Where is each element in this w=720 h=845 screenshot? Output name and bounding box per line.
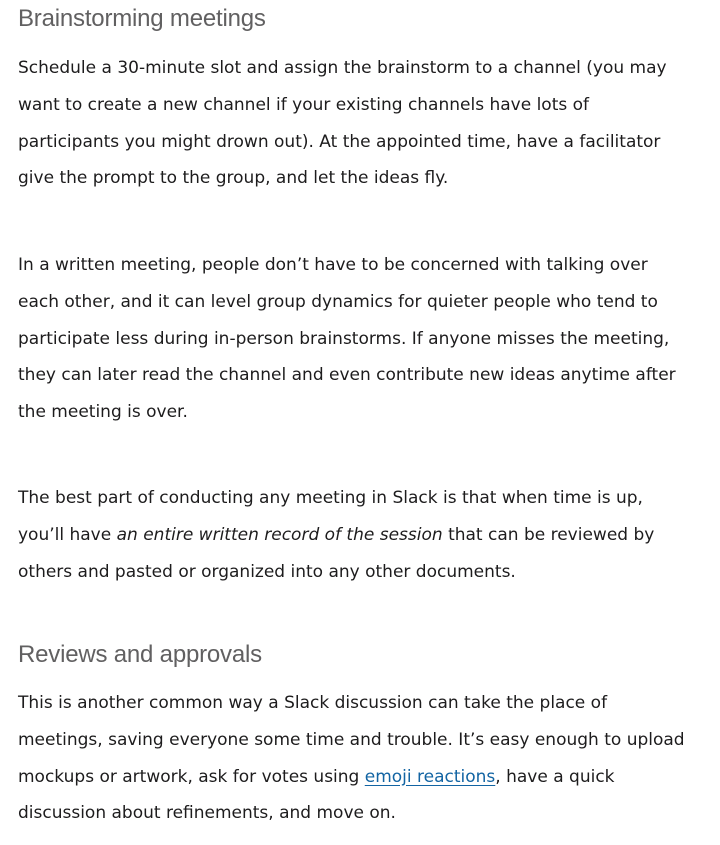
text-line: participants you might drown out). At the appointed time, have a facilitator bbox=[18, 131, 661, 152]
text-line: each other, and it can level group dynamics for quieter people who tend to bbox=[18, 291, 658, 312]
emoji-reactions-link[interactable]: emoji reactions bbox=[364, 766, 496, 787]
text-line bbox=[18, 759, 708, 796]
paragraph-best-part bbox=[18, 480, 708, 590]
paragraph-reviews bbox=[18, 685, 708, 832]
text-line: In a written meeting, people don’t have to be concerned with talking over bbox=[18, 255, 648, 275]
text-line: The best part of conducting any meeting in Slack is that when time is up, bbox=[18, 488, 643, 508]
text-line: This is another common way a Slack discussion can take the place of bbox=[18, 693, 608, 713]
text-line: give the prompt to the group, and let the ideas fly. bbox=[18, 168, 449, 189]
text-line: discussion about refinements, and move on. bbox=[18, 803, 396, 824]
text-segment: mockups or artwork, ask for votes using bbox=[18, 766, 365, 787]
text-line: meetings, saving everyone some time and trouble. It’s easy enough to upload bbox=[18, 729, 685, 750]
text-line: Schedule a 30-minute slot and assign the brainstorm to a channel (you may bbox=[18, 58, 667, 78]
text-line: want to create a new channel if your existing channels have lots of bbox=[18, 94, 590, 115]
text-line: others and pasted or organized into any other documents. bbox=[18, 561, 516, 582]
text-line: the meeting is over. bbox=[18, 402, 188, 423]
text-segment: , have a quick bbox=[495, 766, 615, 787]
text-segment: you’ll have bbox=[18, 524, 117, 545]
paragraph-schedule bbox=[18, 50, 708, 197]
emphasis-text: an entire written record of the session bbox=[116, 524, 443, 545]
section-heading-brainstorming: Brainstorming meetings bbox=[18, 5, 266, 32]
text-line: participate less during in-person brainstorms. If anyone misses the meeting, bbox=[18, 328, 670, 349]
paragraph-written-meeting bbox=[18, 247, 708, 431]
section-heading-reviews: Reviews and approvals bbox=[18, 641, 262, 668]
text-segment: that can be reviewed by bbox=[442, 524, 655, 545]
text-line bbox=[18, 517, 708, 554]
text-line: they can later read the channel and even contribute new ideas anytime after bbox=[18, 365, 676, 386]
